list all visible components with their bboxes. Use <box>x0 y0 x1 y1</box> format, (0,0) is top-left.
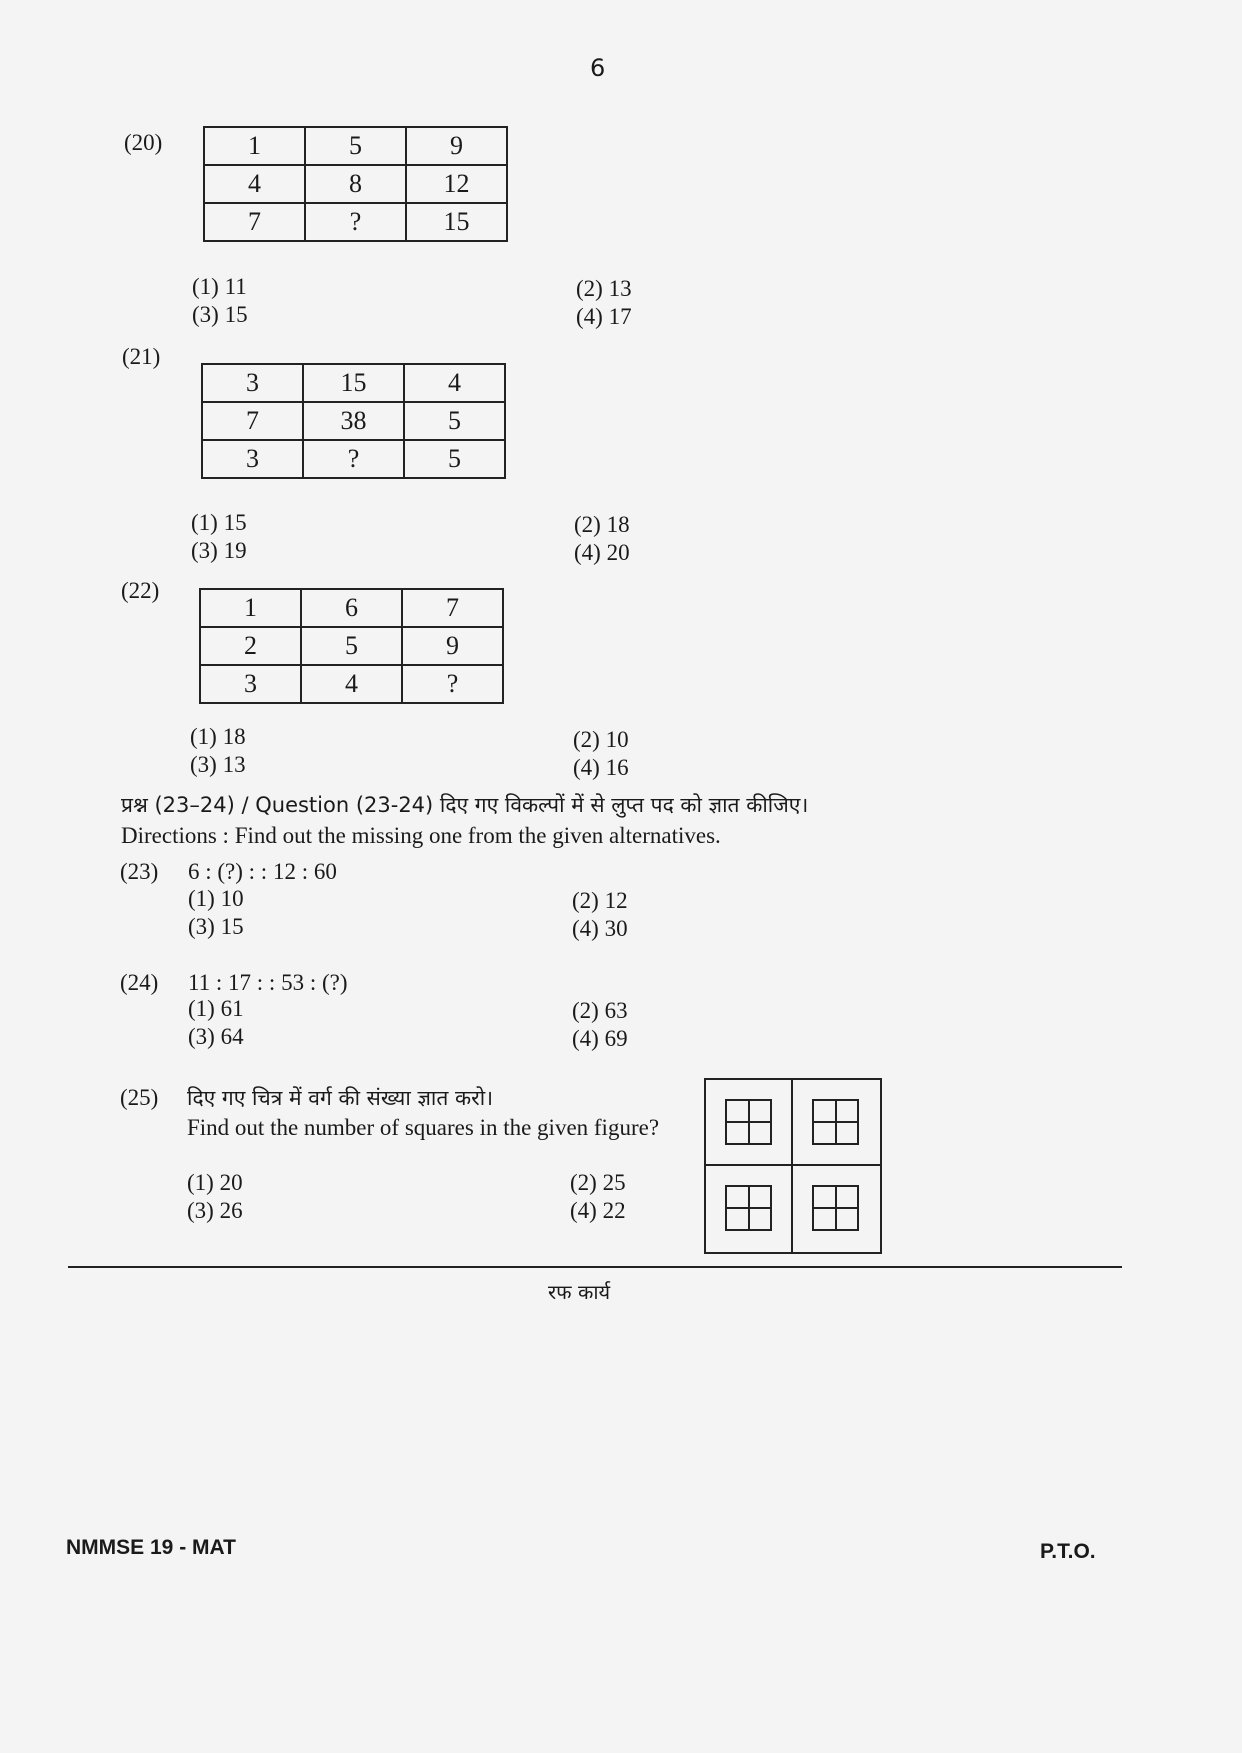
figure-quadrant <box>706 1080 791 1164</box>
inner-square <box>725 1185 772 1231</box>
grid-cell: 8 <box>305 165 406 203</box>
option-2[interactable]: (2) 25 <box>570 1170 626 1195</box>
option-1[interactable]: (1) 15 <box>191 510 247 535</box>
option-3[interactable]: (3) 19 <box>191 538 247 563</box>
grid-cell: 4 <box>204 165 305 203</box>
option-2[interactable]: (2) 13 <box>576 276 632 301</box>
squares-figure <box>704 1078 882 1254</box>
grid-cell: 3 <box>200 665 301 703</box>
question-21-number: (21) <box>122 344 161 369</box>
grid-cell: 1 <box>200 589 301 627</box>
question-24-number: (24) <box>120 970 159 995</box>
question-21-grid <box>201 363 506 479</box>
rough-work-divider <box>68 1266 1122 1268</box>
page-number: 6 <box>590 54 606 82</box>
grid-cell: 2 <box>200 627 301 665</box>
option-3[interactable]: (3) 13 <box>190 752 246 777</box>
grid-cell: 7 <box>402 589 503 627</box>
grid-cell: ? <box>402 665 503 703</box>
question-20-grid <box>203 126 508 242</box>
option-1[interactable]: (1) 18 <box>190 724 246 749</box>
option-1[interactable]: (1) 10 <box>188 886 244 911</box>
grid-cell: 7 <box>202 402 303 440</box>
directions-english: Directions : Find out the missing one from the given alternatives. <box>121 823 721 848</box>
grid-cell: 4 <box>301 665 402 703</box>
option-1[interactable]: (1) 61 <box>188 996 244 1021</box>
option-4[interactable]: (4) 17 <box>576 304 632 329</box>
question-23-number: (23) <box>120 859 159 884</box>
option-4[interactable]: (4) 69 <box>572 1026 628 1051</box>
option-3[interactable]: (3) 15 <box>188 914 244 939</box>
option-1[interactable]: (1) 11 <box>192 274 247 299</box>
grid-cell: 15 <box>406 203 507 241</box>
inner-square <box>812 1185 859 1231</box>
figure-quadrant <box>793 1166 878 1250</box>
question-23-text: 6 : (?) : : 12 : 60 <box>188 859 337 884</box>
option-3[interactable]: (3) 64 <box>188 1024 244 1049</box>
question-20-number: (20) <box>124 130 163 155</box>
option-1[interactable]: (1) 20 <box>187 1170 243 1195</box>
option-2[interactable]: (2) 12 <box>572 888 628 913</box>
grid-cell: ? <box>303 440 404 478</box>
grid-cell: 3 <box>202 440 303 478</box>
option-2[interactable]: (2) 18 <box>574 512 630 537</box>
option-3[interactable]: (3) 15 <box>192 302 248 327</box>
option-4[interactable]: (4) 20 <box>574 540 630 565</box>
grid-cell: 6 <box>301 589 402 627</box>
grid-cell: 5 <box>404 402 505 440</box>
footer-code: NMMSE 19 - MAT <box>66 1536 236 1559</box>
option-2[interactable]: (2) 10 <box>573 727 629 752</box>
grid-cell: 3 <box>202 364 303 402</box>
grid-cell: 9 <box>406 127 507 165</box>
grid-cell: 1 <box>204 127 305 165</box>
question-24-text: 11 : 17 : : 53 : (?) <box>188 970 348 995</box>
grid-cell: 7 <box>204 203 305 241</box>
inner-square <box>812 1099 859 1145</box>
option-4[interactable]: (4) 16 <box>573 755 629 780</box>
rough-work-label: रफ कार्य <box>548 1280 611 1304</box>
question-22-number: (22) <box>121 578 160 603</box>
grid-cell: 5 <box>301 627 402 665</box>
option-4[interactable]: (4) 30 <box>572 916 628 941</box>
option-2[interactable]: (2) 63 <box>572 998 628 1023</box>
question-22-grid <box>199 588 504 704</box>
grid-cell: 5 <box>404 440 505 478</box>
footer-pto: P.T.O. <box>1040 1540 1096 1563</box>
grid-cell: 4 <box>404 364 505 402</box>
grid-cell: 15 <box>303 364 404 402</box>
grid-cell: 9 <box>402 627 503 665</box>
grid-cell: 38 <box>303 402 404 440</box>
question-25-hindi: दिए गए चित्र में वर्ग की संख्या ज्ञात करो। <box>187 1086 494 1110</box>
question-25-number: (25) <box>120 1085 159 1110</box>
grid-cell: 12 <box>406 165 507 203</box>
directions-hindi: प्रश्न (23–24) / Question (23-24) दिए गए विकल्पों में से लुप्त पद को ज्ञात कीजिए। <box>121 793 809 817</box>
inner-square <box>725 1099 772 1145</box>
option-4[interactable]: (4) 22 <box>570 1198 626 1223</box>
option-3[interactable]: (3) 26 <box>187 1198 243 1223</box>
figure-quadrant <box>793 1080 878 1164</box>
figure-quadrant <box>706 1166 791 1250</box>
question-25-english: Find out the number of squares in the given figure? <box>187 1115 660 1140</box>
grid-cell: ? <box>305 203 406 241</box>
grid-cell: 5 <box>305 127 406 165</box>
